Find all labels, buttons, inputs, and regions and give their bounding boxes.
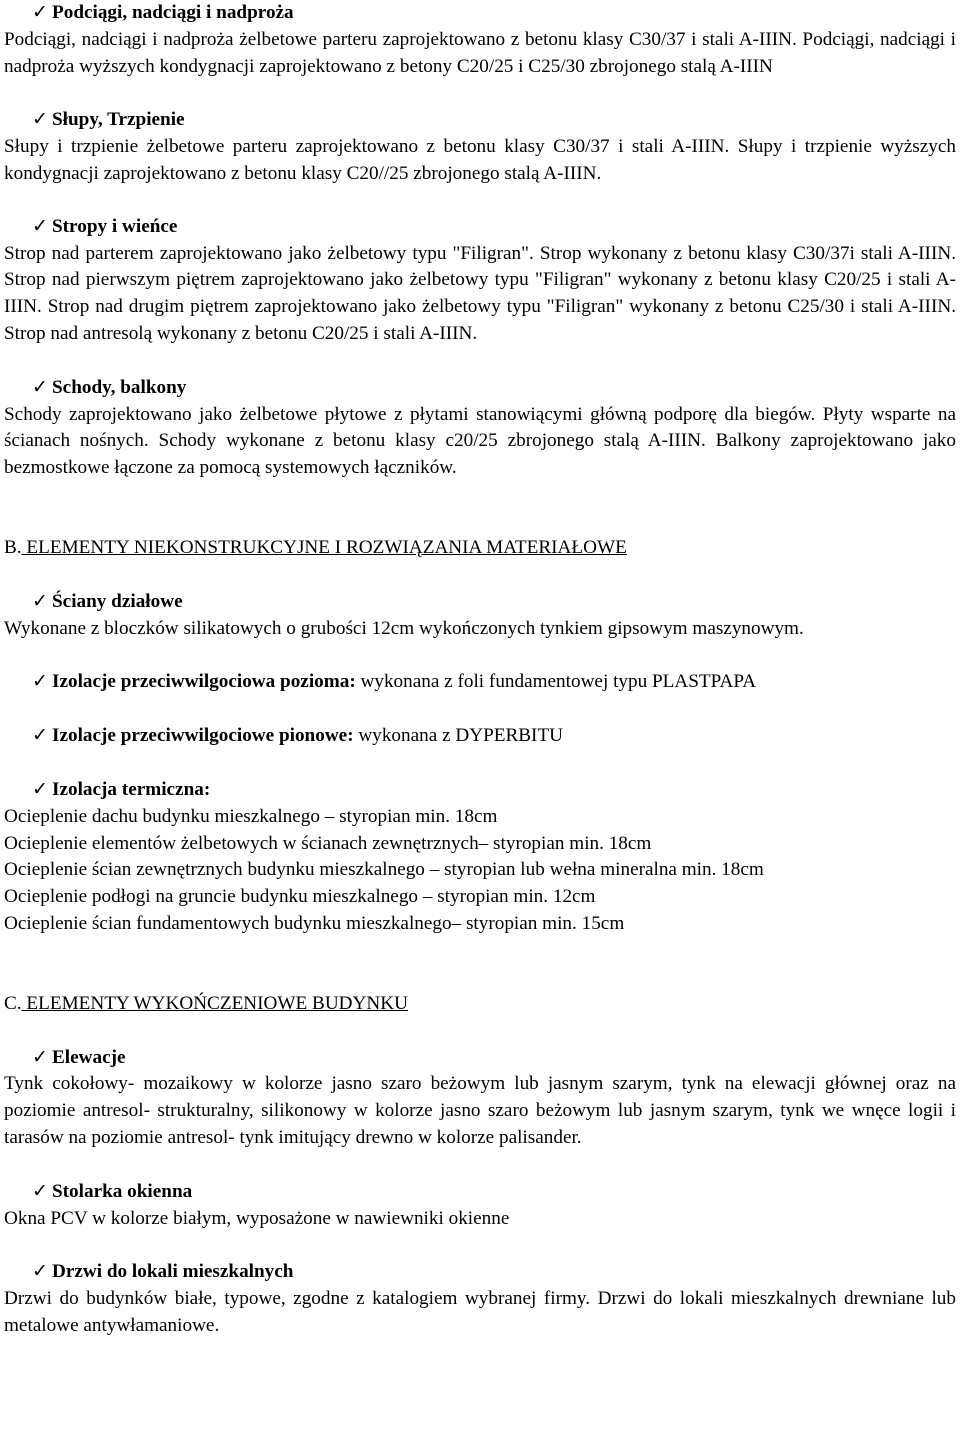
heading-text: Schody, balkony xyxy=(52,376,187,398)
paragraph-stropy: Strop nad parterem zaprojektowano jako żelbetowy typu "Filigran". Strop wykonany z betonu klasy C30/37i stali A-IIIN. Strop nad pierwszym piętrem zaprojektowano jako żelbetowy typu "Filigran" wykonany z betonu klasy C20/25 i stali A-IIIN. Strop nad drugim piętrem zaprojektowano jako żelbetowy typu "Filigran" wykonany z betonu C25/30 i stali A-IIIN. Strop nad antresolą wykonany z betonu C20/25 i stali A-IIIN. xyxy=(4,242,956,344)
checkmark-icon: ✓ xyxy=(32,671,49,693)
list-item: Ocieplenie ścian zewnętrznych budynku mieszkalnego – styropian lub wełna mineralna min. 18cm xyxy=(4,859,764,881)
list-item: Ocieplenie ścian fundamentowych budynku mieszkalnego– styropian min. 15cm xyxy=(4,912,625,934)
heading-text: Izolacja termiczna: xyxy=(52,778,211,800)
list-item: Ocieplenie elementów żelbetowych w ścianach zewnętrznych– styropian min. 18cm xyxy=(4,832,652,854)
checkmark-icon: ✓ xyxy=(32,778,49,800)
heading-text: Słupy, Trzpienie xyxy=(52,109,185,131)
heading-text: Ściany działowe xyxy=(52,590,183,612)
checkmark-icon: ✓ xyxy=(32,109,49,131)
heading-izolacja-pozioma xyxy=(4,669,956,696)
heading-izolacja-pionowa xyxy=(4,723,956,750)
heading-slupy xyxy=(4,107,956,134)
paragraph-schody: Schody zaprojektowano jako żelbetowe płytowe z płytami stanowiącymi główną podporę dla biegów. Płyty wsparte na ścianach nośnych. Schody wykonane z betonu klasy c20/25 zbrojonego stalą A-IIIN. Balkony zaprojektowano jako bezmostkowe łączone za pomocą systemowych łączników. xyxy=(4,403,956,479)
checkmark-icon: ✓ xyxy=(32,376,49,398)
paragraph-elewacje: Tynk cokołowy- mozaikowy w kolorze jasno szaro beżowym lub jasnym szarym, tynk na elewacji głównej oraz na poziomie antresol- strukturalny, silikonowy w kolorze jasno szaro beżowym lub jasnym szarym, tynk we wnęce logii i tarasów na poziomie antresol- tynk imitujący drewno w kolorze palisander. xyxy=(4,1073,956,1148)
izolacja-pionowa-desc: wykonana z DYPERBITU xyxy=(353,725,564,747)
heading-text: Izolacje przeciwwilgociowa pozioma: xyxy=(52,671,356,693)
checkmark-icon: ✓ xyxy=(32,725,49,747)
heading-text: Stolarka okienna xyxy=(52,1180,193,1202)
heading-podciagi xyxy=(4,0,956,27)
checkmark-icon: ✓ xyxy=(32,590,49,612)
checkmark-icon: ✓ xyxy=(32,1046,49,1068)
heading-text: Drzwi do lokali mieszkalnych xyxy=(52,1261,294,1283)
heading-drzwi xyxy=(4,1259,956,1286)
heading-text: Stropy i wieńce xyxy=(52,215,178,237)
section-c-title xyxy=(4,991,956,1018)
section-c-prefix: C. xyxy=(4,992,22,1014)
section-c-text: ELEMENTY WYKOŃCZENIOWE BUDYNKU xyxy=(21,992,408,1014)
paragraph-slupy: Słupy i trzpienie żelbetowe parteru zaprojektowano z betonu klasy C30/37 i stali A-IIIN. Słupy i trzpienie wyższych kondygnacji zaprojektowano z betonu klasy C20//25 zbrojonego stalą A-IIIN. xyxy=(4,136,956,184)
heading-text: Elewacje xyxy=(52,1046,126,1068)
heading-text: Izolacje przeciwwilgociowe pionowe: xyxy=(52,725,354,747)
heading-text: Podciągi, nadciągi i nadproża xyxy=(52,2,294,23)
paragraph-stolarka: Okna PCV w kolorze białym, wyposażone w nawiewniki okienne xyxy=(4,1207,510,1229)
section-b-title xyxy=(4,535,956,562)
section-b-text: ELEMENTY NIEKONSTRUKCYJNE I ROZWIĄZANIA MATERIAŁOWE xyxy=(21,536,627,558)
heading-stropy xyxy=(4,214,956,241)
heading-izolacja-termiczna xyxy=(4,777,956,804)
checkmark-icon: ✓ xyxy=(32,215,49,237)
checkmark-icon: ✓ xyxy=(32,2,49,23)
checkmark-icon: ✓ xyxy=(32,1180,49,1202)
list-item: Ocieplenie podłogi na gruncie budynku mieszkalnego – styropian min. 12cm xyxy=(4,886,596,908)
heading-elewacje xyxy=(4,1045,956,1072)
list-item: Ocieplenie dachu budynku mieszkalnego – styropian min. 18cm xyxy=(4,805,498,827)
paragraph-drzwi: Drzwi do budynków białe, typowe, zgodne z katalogiem wybranej firmy. Drzwi do lokali mieszkalnych drewniane lub metalowe antywłamaniowe. xyxy=(4,1288,956,1336)
heading-stolarka xyxy=(4,1179,956,1206)
paragraph-podciagi: Podciągi, nadciągi i nadproża żelbetowe parteru zaprojektowano z betonu klasy C30/37 i stali A-IIIN. Podciągi, nadciągi i nadproża wyższych kondygnacji zaprojektowano z betony C20/25 i C25/30 zbrojonego stalą A-IIIN xyxy=(4,28,956,77)
checkmark-icon: ✓ xyxy=(32,1261,49,1283)
section-b-prefix: B. xyxy=(4,536,22,558)
heading-sciany xyxy=(4,589,956,616)
heading-schody xyxy=(4,375,956,402)
izolacja-termiczna-list xyxy=(4,804,956,938)
paragraph-sciany: Wykonane z bloczków silikatowych o grubości 12cm wykończonych tynkiem gipsowym maszynowym. xyxy=(4,617,804,639)
izolacja-pozioma-desc: wykonana z foli fundamentowej typu PLASTPAPA xyxy=(355,671,757,693)
